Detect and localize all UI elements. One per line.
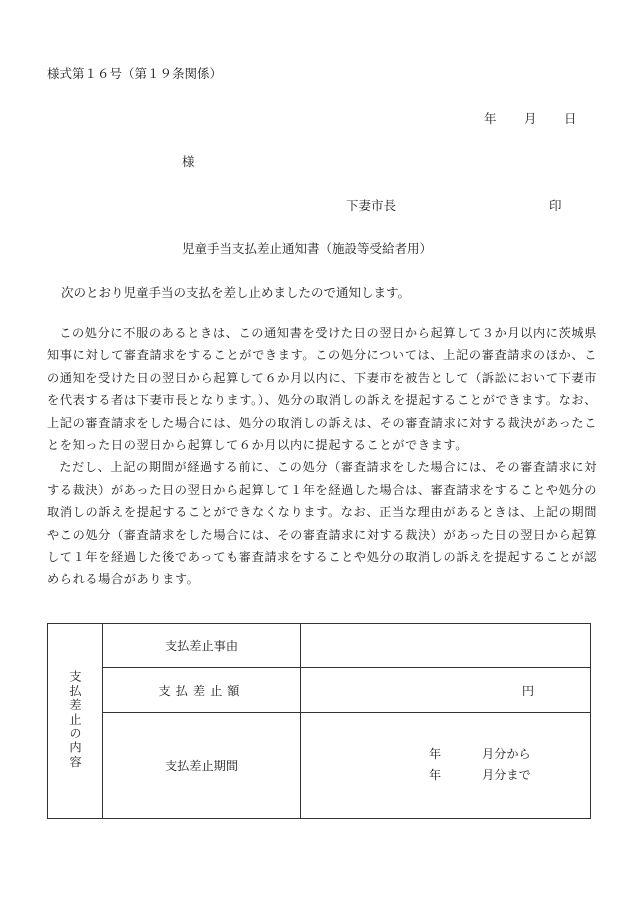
appeal-notice — [47, 322, 597, 591]
table-row — [48, 624, 591, 668]
table-row — [48, 668, 591, 712]
reason-label: 支払差止事由 — [164, 639, 239, 654]
date-day-label: 日 — [564, 111, 577, 126]
form-number: 様式第１６号（第１９条関係） — [47, 66, 223, 81]
amount-unit: 円 — [521, 683, 534, 698]
intro-text: 次のとおり児童手当の支払を差し止めましたので通知します。 — [61, 285, 411, 300]
sender-title: 下妻市長 — [346, 198, 397, 213]
reason-value-cell[interactable] — [301, 624, 591, 668]
amount-label: 支払差止額 — [158, 683, 245, 698]
amount-label-cell — [103, 668, 301, 712]
period-label-cell — [103, 712, 301, 818]
appeal-paragraph-2: ただし、上記の期間が経過する前に、この処分（審査請求をした場合には、その審査請求に対する裁決）があった日の翌日から起算して１年を経過した場合は、審査請求をすることや処分の取消しの訴えを提起することができなくなります。なお、正当な理由があるときは、上記の期間やこの処分（審査請求をした場合には、その審査請求に対する裁決）があった日の翌日から起算して１年を経過した後であっても審査請求をすることや処分の取消しの訴えを提起することが認められる場合があります。 — [47, 460, 597, 587]
suspension-details-table — [47, 623, 591, 819]
seal-mark: 印 — [549, 198, 562, 213]
addressee-honorific: 様 — [182, 154, 195, 169]
period-label: 支払差止期間 — [164, 758, 239, 773]
period-from-month: 月分から — [482, 747, 531, 762]
period-to — [429, 765, 590, 786]
date-month-label: 月 — [524, 111, 537, 126]
period-to-year: 年 — [429, 768, 442, 783]
table-row — [48, 712, 591, 818]
period-to-month: 月分まで — [482, 768, 531, 783]
period-from — [429, 744, 590, 765]
appeal-paragraph-1: この処分に不服のあるときは、この通知書を受けた日の翌日から起算して３か月以内に茨城県知事に対して審査請求をすることができます。この処分については、上記の審査請求のほか、この通知を受けた日の翌日から起算して６か月以内に、下妻市を被告として（訴訟において下妻市を代表する者は下妻市長となります。）、処分の取消しの訴えを提起することができます。なお、上記の審査請求をした場合には、処分の取消しの訴えは、その審査請求に対する裁決があったことを知った日の翌日から起算して６か月以内に提起することができます。 — [47, 326, 597, 453]
period-from-year: 年 — [429, 747, 442, 762]
period-value-cell[interactable] — [301, 712, 591, 818]
section-label: 支払差止の内容 — [68, 669, 82, 770]
document-title: 児童手当支払差止通知書（施設等受給者用） — [182, 241, 433, 256]
amount-value-cell[interactable] — [301, 668, 591, 712]
reason-label-cell — [103, 624, 301, 668]
date-year-label: 年 — [484, 111, 497, 126]
section-label-cell — [48, 624, 103, 819]
